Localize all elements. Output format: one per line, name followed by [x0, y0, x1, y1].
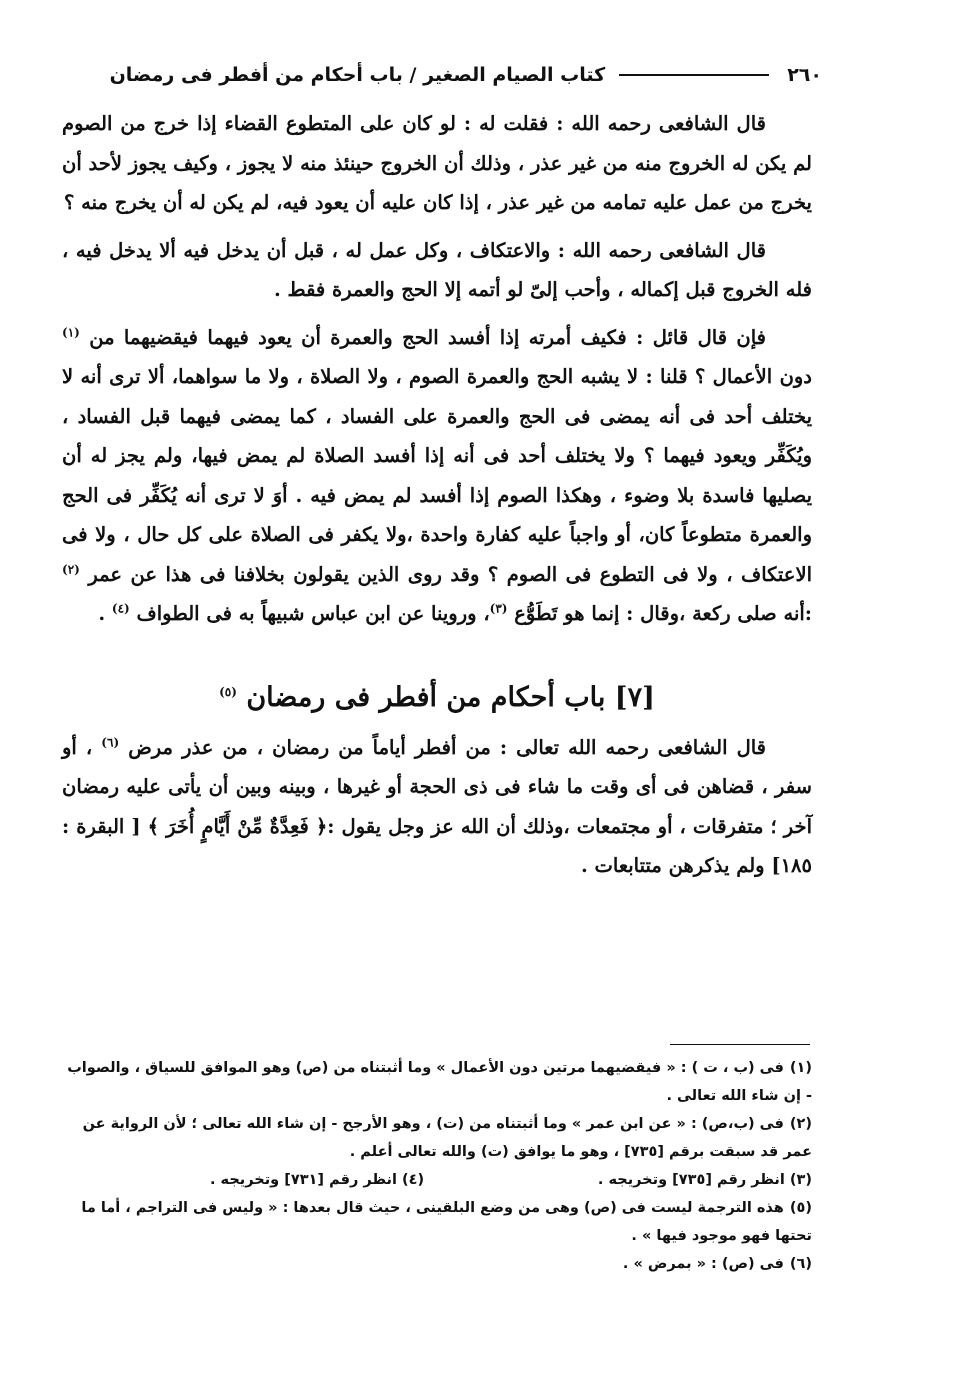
paragraph-text: ، وروينا عن ابن عباس شبيهاً به فى الطواف	[136, 602, 490, 625]
footnote-ref[interactable]: (٣)	[489, 601, 508, 616]
footnote-4: (٤) انظر رقم [٧٣١] وتخريجه .	[210, 1172, 425, 1188]
section-heading	[62, 676, 812, 720]
page-number: ٢٦٠	[787, 64, 822, 86]
footnote-3-4	[60, 1166, 812, 1194]
paragraph-text: دون الأعمال ؟ قلنا : لا يشبه الحج والعمرة الصوم ، ولا الصلاة ، ولا ما سواهما، ألا ترى أنه لا يختلف أحد فى أنه يمضى فى الحج والعمرة على الفساد ، كما يمضى فيهما قبل الفساد ، ويُكَفِّر ويعود فيهما ؟ ولا يختلف أحد فى أنه إذا أفسد الصلاة لم يمض فيها، ولم يجز له أن يصليها فاسدة بلا وضوء ، وهكذا الصوم إذا أفسد لم يمض فيه . أوَ لا ترى أنه يُكَفِّر فى الحج والعمرة متطوعاً كان، أو واجباً عليه كفارة واحدة ،ولا يكفر فى الصلاة على كل حال ، ولا فى الاعتكاف ، ولا فى التطوع فى الصوم ؟ وقد روى الذين يقولون بخلافنا فى هذا عن عمر	[62, 365, 812, 586]
header-rule	[619, 74, 769, 76]
paragraph-text: :أنه صلى ركعة ،وقال : إنما هو تَطَوُّع	[514, 602, 812, 625]
footnote-separator	[670, 1044, 810, 1045]
paragraph-3	[62, 318, 812, 634]
footnote-1	[60, 1054, 812, 1110]
paragraph-text: فإن قال قائل : فكيف أمرته إذا أفسد الحج والعمرة أن يعود فيهما فيقضيهما من	[89, 325, 766, 349]
footnote-number: (٥)	[789, 1200, 812, 1216]
paragraph-1	[62, 104, 812, 223]
paragraph-lead: قال الشافعى	[659, 238, 766, 262]
paragraph-text: ، أو سفر ، قضاهن فى أى وقت ما شاء فى ذى الحجة أو غيرها ، وبينه وبين أن يأتى عليه رمضان آخر ؛ متفرقات ، أو مجتمعات ،وذلك أن الله عز وجل يقول :﴿ فَعِدَّةٌ مِّنْ أَيَّامٍ أُخَرَ ﴾ [ البقرة : ١٨٥] ولم يذكرهن متتابعات .	[62, 735, 812, 877]
footnote-text: فى (ب،ص) : « عن ابن عمر » وما أثبتناه من (ت) ، وهو الأرجح - إن شاء الله تعالى ؛ لأن الرواية عن عمر قد سبقت برقم [٧٣٥] ، وهو ما يوافق (ت) والله تعالى أعلم .	[82, 1116, 812, 1160]
paragraph-text: .	[98, 602, 112, 625]
section-heading-text: [٧] باب أحكام من أفطر فى رمضان	[246, 681, 655, 713]
footnote-ref[interactable]: (٤)	[111, 601, 130, 616]
footnote-ref[interactable]: (١)	[62, 325, 80, 339]
footnote-number: (١)	[789, 1060, 812, 1076]
paragraph-text: رحمه الله تعالى : من أفطر أياماً من رمضان ، من عذر مرض	[128, 735, 658, 759]
paragraph-lead: قال الشافعى	[657, 735, 766, 759]
footnote-2	[60, 1110, 812, 1166]
footnote-text: فى (ص) : « بمرض » .	[622, 1256, 784, 1272]
footnote-ref[interactable]: (٢)	[62, 562, 80, 576]
footnote-number: (٢)	[789, 1116, 812, 1132]
footnote-text: هذه الترجمة ليست فى (ص) وهى من وضع البلقينى ، حيث قال بعدها : « وليس فى التراجم ، أما ما تحتها فهو موجود فيها » .	[81, 1200, 812, 1244]
footnote-3: (٣) انظر رقم [٧٣٥] وتخريجه .	[597, 1172, 812, 1188]
main-text	[62, 104, 812, 894]
footnote-5	[60, 1194, 812, 1250]
footnote-6	[60, 1250, 812, 1278]
paragraph-lead: قال الشافعى رحمه الله :	[556, 112, 766, 135]
paragraph-4	[62, 728, 812, 886]
paragraph-text: رحمه الله : والاعتكاف ، وكل عمل له ، قبل أن يدخل فيه ألا يدخل فيه ، فله الخروج قبل إكماله ، وأحب إلىّ لو أتمه إلا الحج والعمرة فقط .	[62, 238, 812, 301]
footnote-number: (٦)	[789, 1256, 812, 1272]
paragraph-2	[62, 231, 812, 310]
running-header	[60, 58, 822, 92]
footnotes	[60, 1054, 812, 1278]
footnote-ref[interactable]: (٥)	[219, 684, 237, 699]
paragraph-text: فقلت له : لو كان على المتطوع القضاء إذا خرج من الصوم لم يكن له الخروج منه من غير عذر ، وذلك أن الخروج حينئذ منه لا يجوز ، وكيف يجوز لأحد أن يخرج من عمل عليه تمامه من غير عذر ، إذا كان عليه أن يعود فيه، لم يكن له أن يخرج منه ؟	[62, 112, 812, 214]
header-title: كتاب الصيام الصغير / باب أحكام من أفطر فى رمضان	[109, 64, 606, 86]
footnote-text: فى (ب ، ت ) : « فيقضيهما مرتين دون الأعمال » وما أثبتناه من (ص) وهو الموافق للسياق ، والصواب - إن شاء الله تعالى .	[67, 1060, 812, 1104]
footnote-ref[interactable]: (٦)	[101, 735, 120, 749]
